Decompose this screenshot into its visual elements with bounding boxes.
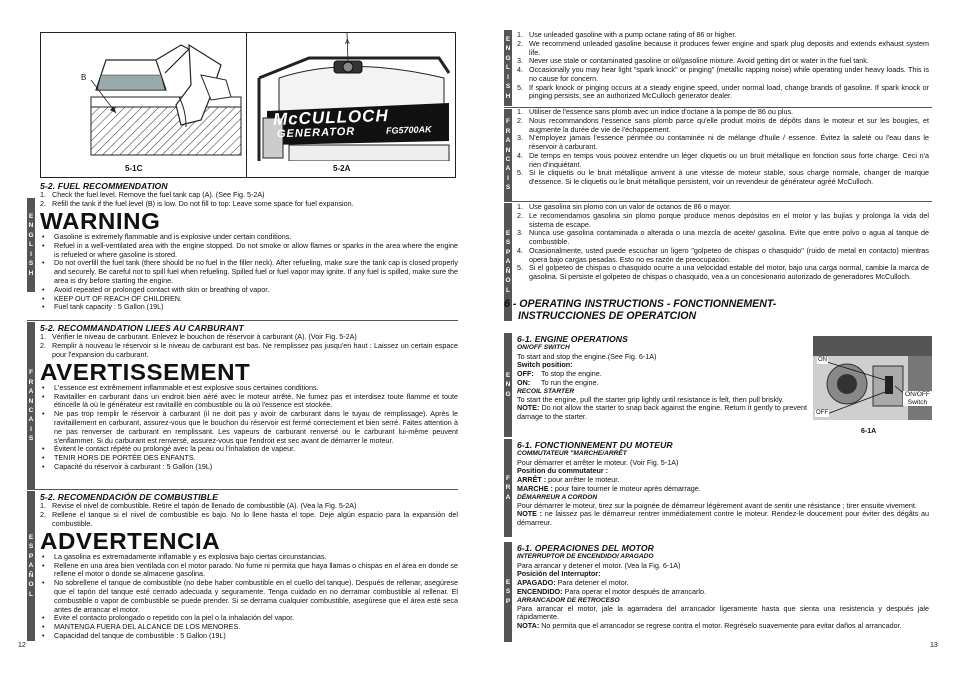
list-item: • Ravitailler en carburant dans un endroit bien aéré avec le moteur arrêté. Ne fumez pas et interdisez toute flamme et toute étincelle là où le générateur est ravitaillé en combustible ou là où l'essence est stockée. bbox=[42, 391, 458, 410]
fr-warning-list bbox=[40, 384, 458, 472]
es-op-title: 6-1. OPERACIONES DEL MOTOR bbox=[517, 543, 654, 553]
en-fuel-section bbox=[40, 181, 458, 312]
en-op-title: 6-1. ENGINE OPERATIONS bbox=[517, 334, 628, 344]
fr-gas-list bbox=[517, 108, 929, 187]
list-item: 2. Nous recommandons l'essence sans plomb parce qu'elle produit moins de dépôts dans le moteur et sur les bougies, et augmente la durée de vie de l'échappement. bbox=[517, 115, 929, 134]
divider bbox=[27, 489, 458, 490]
list-item: • Gasoline is extremely flammable and is explosive under certain conditions. bbox=[42, 232, 292, 242]
list-item: 1. Use gasolina sin plomo con un valor de octanos de 86 o mayor. bbox=[517, 202, 732, 211]
fuel-fill-illustration bbox=[61, 35, 261, 165]
list-item: • Rellene en una área bien ventilada con el motor parado. No fume ni permita que haya llamas o chispas en el área en donde se rellene el motor o donde se almacene gasolina. bbox=[42, 560, 458, 579]
lang-bar-french-2: F R A N C A I S bbox=[504, 109, 512, 201]
list-item: 3. N'employez jamais l'essence périmée ou contaminée ni de mélange d'huile / essence. Évitez la saleté ou l'eau dans le réservoir à carburant. bbox=[517, 133, 929, 152]
fr-op-section: 6-1. FONCTIONNEMENT DU MOTEUR COMMUTATEUR "MARCHE/ARRÊT Pour démarrer et arrêter le moteur. (Voir Fig. 5-1A) Position du commutateur : ARRÊT : pour arrêter le moteur. MARCHE : pour faire tourner le moteur après démarrage. DÉMARREUR A CORDON Pour démarrer le moteur, tirez sur la poignée de démarreur légèrement avant de sentir une résistance ; tirer ensuite vivement. NOTE : ne laissez pas le démarreur rentrer immédiatement contre le moteur. Rendez-le doucement pour éviter des dégâts au démarreur. bbox=[517, 440, 929, 528]
lang-bar-fra: F R A bbox=[504, 439, 512, 537]
list-item: 4. Ocasionalmente, usted puede escuchar un ligero "golpeteo de chispas o chasquido" (ruido de metal en contacto) mientras opera bajo cargas pesadas. Esto no es razón de preocupación. bbox=[517, 245, 929, 264]
list-item: 3. Never use stale or contaminated gasoline or oil/gasoline mixture. Avoid getting dirt or water in the fuel tank. bbox=[517, 56, 869, 66]
generator-model: FG5700AK bbox=[385, 124, 432, 136]
figure-onoff-switch bbox=[813, 336, 932, 420]
fig-caption-5-2a: 5-2A bbox=[333, 164, 351, 173]
fr-fuel-steps bbox=[40, 333, 458, 359]
fr-fuel-section bbox=[40, 323, 458, 472]
fr-op-title: 6-1. FONCTIONNEMENT DU MOTEUR bbox=[517, 440, 673, 450]
en-fuel-steps bbox=[40, 191, 458, 209]
switch-callout: ON/OFF Switch bbox=[903, 391, 932, 406]
list-item: 5. Si el golpeteo de chispas o chasquido ocurre a una velocidad estable del motor, bajo una carga normal, cambie la marca de gasolina. Si persiste el golpeteo de chispas o chasquido, vea a un concesionario autorizado de generadores McCulloch. bbox=[517, 263, 929, 282]
list-item: 1. Revise el nivel de combustible. Retire el tapón de llenado de combustible (A). (Vea la Fig. 5-2A) bbox=[40, 501, 357, 511]
en-warning-list bbox=[40, 233, 458, 312]
list-item: • Ne pas trop remplir le réservoir à carburant (il ne doit pas y avoir de carburant dans le tuyau de remplissage). Après le ravitaillement en carburant, assurez-vous que le bouchon du réservoir est fermé correctement et bien serré. Faites attention à ne pas renverser de carburant en remplissant. Les vapeurs de carburant renversé ou le carburant lui-même peuvent s'enflammer. Si du carburant est renversé, assurez-vous que l'endroit est sec avant de démarrer le moteur. bbox=[42, 409, 458, 445]
list-item: • Capacidad del tanque de combustible : 5 Gallon (19L) bbox=[42, 630, 226, 640]
fig-caption-6-1a: 6-1A bbox=[861, 428, 877, 435]
list-item: 5. If spark knock or pinging occurs at a steady engine speed, under normal load, change brands of gasoline. If spark knock or pinging persists, see an authorized McCulloch generator dealer. bbox=[517, 82, 929, 101]
list-item: • L'essence est extrêmement inflammable et est explosive sous certaines conditions. bbox=[42, 382, 319, 392]
figure-fuel bbox=[40, 32, 456, 178]
page-number-left: 12 bbox=[18, 642, 26, 649]
switch-off-label: OFF bbox=[816, 410, 828, 416]
list-item: 2. Rellene el tanque si el nivel de combustible es bajo. No lo llene hasta el tope. Deje algún espacio para la expansión del combustible. bbox=[40, 510, 458, 529]
list-item: 1. Utiliser de l'essence sans plomb avec un indice d'octane à la pompe de 86 ou plus. bbox=[517, 107, 794, 116]
right-page bbox=[477, 0, 954, 675]
lang-bar-esp: E S P bbox=[504, 542, 512, 642]
list-item: 1. Vérifier le niveau de carburant. Enlevez le bouchon de réservoir à carburant (A). (Voir Fig. 5-2A) bbox=[40, 332, 357, 342]
fr-warning-heading: AVERTISSEMENT bbox=[40, 358, 251, 385]
list-item: • TENIR HORS DE PORTÉE DES ENFANTS. bbox=[42, 453, 196, 463]
es-warning-list bbox=[40, 553, 458, 641]
en-warning-heading: WARNING bbox=[40, 208, 161, 235]
es-op-section: 6-1. OPERACIONES DEL MOTOR INTERRUPTOR DE ENCENDIDO/ APAGADO Para arrancar y detener el motor. (Vea la Fig. 6-1A) Posición del Interruptor: APAGADO: Para detener el motor. ENCENDIDO: Para operar el motor después de arrancarlo. ARRANCADOR DE RETROCESO Para arrancar el motor, jale la agarradera del arrancador ligeramente hasta que sienta una resistencia y después jale rápidamente. NOTA: No permita que el arrancador se regrese contra el motor. Regréselo suavemente para evitar daños al arrancador. bbox=[517, 543, 929, 631]
list-item: 3. Nunca use gasolina contaminada o alterada o una mezcla de aceite/ gasolina. Evite que entre polvo o agua al tanque de combustible. bbox=[517, 228, 929, 247]
en-op-section: 6-1. ENGINE OPERATIONS ON/OFF SWITCH To start and stop the engine.(See Fig. 6-1A) Switch position: OFF: To stop the engine. ON: To run the engine. RECOIL STARTER To start the engine, pull the starter grip lightly until resistance is felt, then pull briskly. NOTE: Do not allow the starter to snap back against the engine. Return it gently to prevent damage to the starter. bbox=[517, 334, 807, 422]
figure-divider bbox=[246, 33, 247, 178]
lang-bar-spanish: E S P A Ñ O L bbox=[27, 491, 35, 641]
list-item: • Avoid repeated or prolonged contact with skin or breathing of vapor. bbox=[42, 284, 270, 294]
list-item: • Do not overfill the fuel tank (there should be no fuel in the filler neck). After refueling, make sure the tank cap is closed properly and securely. Be careful not to spill fuel when refueling. Spilled fuel or fuel vapor may ignite. If any fuel is spilled, make sure the area is dry before starting the engine. bbox=[42, 258, 458, 285]
page-number-right: 13 bbox=[930, 642, 938, 649]
list-item: • La gasolina es extremadamente inflamable y es explosiva bajo ciertas circunstancias. bbox=[42, 551, 327, 561]
list-item: 2. Le recomendamos gasolina sin plomo porque produce menos depósitos en el motor y las bujías y prolonga la vida del sistema de escape. bbox=[517, 210, 929, 229]
es-fuel-title: 5-2. RECOMENDACIÓN DE COMBUSTIBLE bbox=[40, 492, 219, 502]
generator-illustration bbox=[249, 33, 454, 161]
es-fuel-steps bbox=[40, 502, 458, 528]
list-item: 5. Si le cliquetis ou le bruit métallique arrivent à une vitesse de moteur stable, sous charge normale, changer de marque d'essence. Si le cliquetis ou le bruit métallique persistent, voir un revendeur de générateur agréé McCulloch. bbox=[517, 168, 929, 187]
switch-illustration bbox=[813, 336, 932, 420]
es-fuel-section bbox=[40, 492, 458, 641]
list-item: 2. Remplir à nouveau le réservoir si le niveau de carburant est bas. Ne remplissez pas jusqu'en haut : Laissez un certain espace pour l'expansion du carburant. bbox=[40, 341, 458, 360]
lang-bar-french: F R A N C A I S bbox=[27, 322, 35, 490]
operating-instructions-title: 6 - OPERATING INSTRUCTIONS - FONCTIONNEMENT- INSTRUCCIONES DE OPERATCION bbox=[504, 298, 777, 323]
fig-label-a: A bbox=[345, 39, 350, 46]
list-item: 2. Refill the tank if the fuel level (B) is low. Do not fill to top: Leave some space for fuel expansion. bbox=[40, 199, 354, 209]
es-gas-list bbox=[517, 203, 929, 282]
list-item: 1. Use unleaded gasoline with a pump octane rating of 86 or higher. bbox=[517, 30, 737, 39]
list-item: • Refuel in a well-ventilated area with the engine stopped. Do not smoke or allow flames or sparks in the area where the engine is refueled or where gasoline is stored. bbox=[42, 240, 458, 259]
list-item: • Evite el contacto prolongado o repetido con la piel o la inhalación del vapor. bbox=[42, 613, 295, 623]
fig-label-b: B bbox=[81, 73, 87, 82]
en-op-sub: ON/OFF SWITCH bbox=[517, 344, 570, 352]
list-item: 2. We recommend unleaded gasoline because it produces fewer engine and spark plug deposits and extends exhaust system life. bbox=[517, 38, 929, 57]
fr-fuel-title: 5-2. RECOMMANDATION LIEES AU CARBURANT bbox=[40, 323, 244, 333]
divider bbox=[27, 320, 458, 321]
en-op-sub2: RECOIL STARTER bbox=[517, 387, 575, 395]
list-item: 4. Occasionally you may hear light "spark knock" or pinging" (metallic rapping noise) while operating under heavy loads. This is no cause for concern. bbox=[517, 65, 929, 83]
en-fuel-title: 5-2. FUEL RECOMMENDATION bbox=[40, 181, 168, 191]
list-item: • Capacité du réservoir à carburant : 5 Gallon (19L) bbox=[42, 461, 213, 471]
lang-bar-eng: E N G bbox=[504, 333, 512, 437]
list-item: • MANTENGA FUERA DEL ALCANCE DE LOS MENORES. bbox=[42, 622, 241, 632]
lang-bar-english-2: E N G L I S H bbox=[504, 30, 512, 106]
generator-brand: McCULLOCH bbox=[272, 105, 389, 130]
switch-on-label: ON bbox=[818, 357, 827, 363]
generator-brand-2: GENERATOR bbox=[276, 125, 356, 141]
en-gas-list bbox=[517, 31, 929, 101]
list-item: • Évitent le contact répété ou prolongé avec la peau ou l'inhalation de vapeur. bbox=[42, 444, 296, 454]
list-item: 4. De temps en temps vous pouvez entendre un léger cliquetis ou un bruit métallique en fonction sous forte charge. Ceci n'a rien d'inquiétant. bbox=[517, 150, 929, 169]
es-warning-heading: ADVERTENCIA bbox=[40, 527, 221, 554]
lang-bar-spanish-2: E S P A Ñ O L bbox=[504, 203, 512, 321]
fig-caption-5-1c: 5-1C bbox=[125, 164, 143, 173]
list-item: • Fuel tank capacity : 5 Gallon (19L) bbox=[42, 302, 164, 312]
lang-bar-english: E N G L I S H bbox=[27, 198, 35, 292]
list-item: • No sobrellene el tanque de combustible (no debe haber combustible en el cuello del tanque). Después de rellenar, asegúrese que el tapón del tanque esté cerrado adecuada y seguramente. Tenga cuidado en no derramar combustible al rellenar. El combustible o vapor de combustible se puede prender. Si se derrama cualquier combustible, asegúrese que el área esté seca antes de arrancar el motor. bbox=[42, 578, 458, 614]
list-item: 1. Check the fuel level. Remove the fuel tank cap (A). (See Fig. 5-2A) bbox=[40, 190, 265, 200]
list-item: • KEEP OUT OF REACH OF CHILDREN. bbox=[42, 293, 182, 303]
